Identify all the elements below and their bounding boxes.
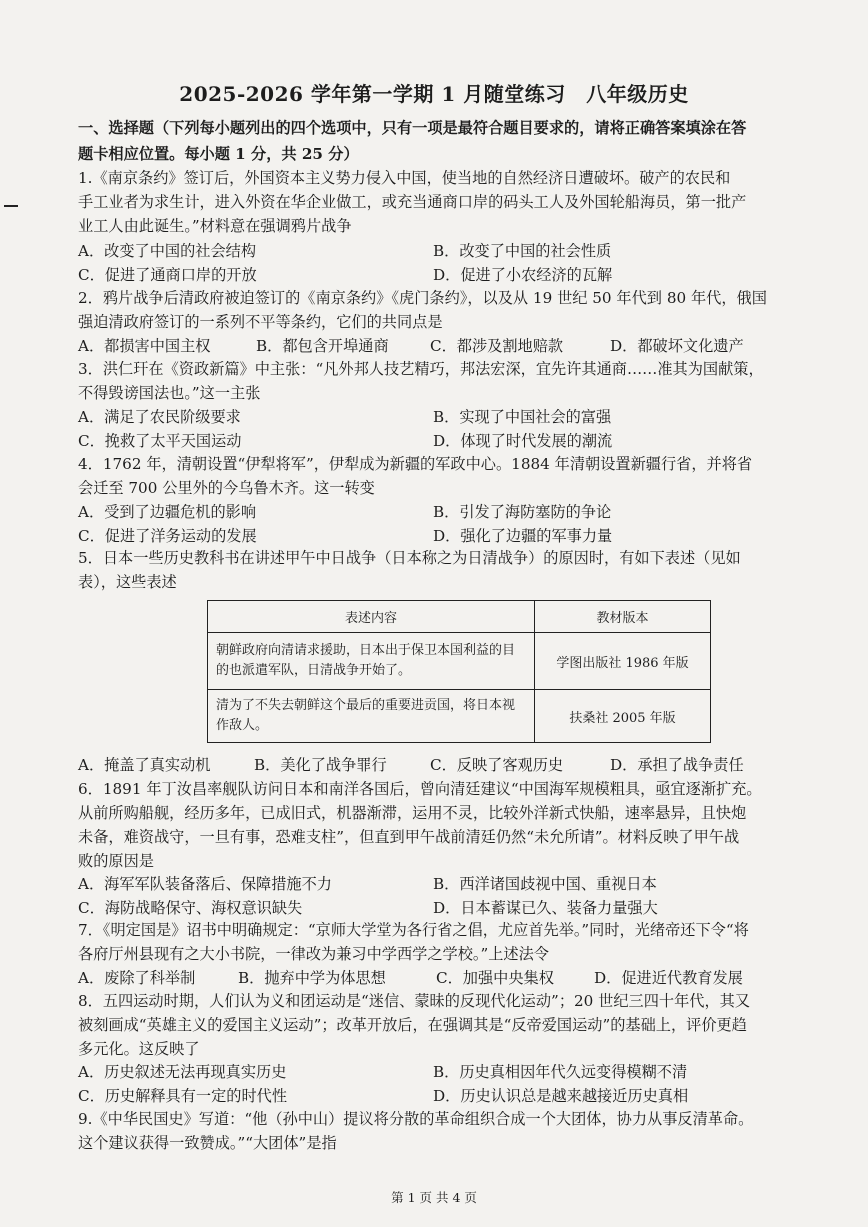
- question-4-text: 4．1762 年，清朝设置“伊犁将军”，伊犁成为新疆的军政中心。1884 年清朝设置新疆行省，并将省: [78, 455, 753, 473]
- option-c: C．促进了洋务运动的发展: [78, 527, 257, 545]
- question-6-text: 败的原因是: [78, 852, 154, 870]
- option-a: A．掩盖了真实动机: [78, 756, 211, 774]
- option-d: D．都破坏文化遗产: [610, 337, 744, 355]
- question-1-text: 1.《南京条约》签订后，外国资本主义势力侵入中国，使当地的自然经济日遭破坏。破产的农民和: [78, 169, 731, 187]
- option-a: A．历史叙述无法再现真实历史: [78, 1063, 287, 1081]
- section-heading: 一、选择题（下列每小题列出的四个选项中，只有一项是最符合题目要求的，请将正确答案填涂在答: [78, 119, 747, 137]
- page-footer: 第 1 页 共 4 页: [391, 1190, 477, 1205]
- question-8-text: 8．五四运动时期，人们认为义和团运动是“迷信、蒙昧的反现代化运动”；20 世纪三四十年代，其又: [78, 992, 751, 1010]
- textbook-table: [207, 600, 711, 743]
- question-5-text: 表），这些表述: [78, 573, 177, 591]
- table-row: [208, 633, 711, 690]
- section-heading-cont: 题卡相应位置。每小题 1 分，共 25 分）: [78, 145, 359, 163]
- table-cell: 朝鲜政府向清请求援助，日本出于保卫本国利益的目的也派遣军队，日清战争开始了。: [208, 633, 535, 690]
- question-3-text: 3．洪仁玕在《资政新篇》中主张：“凡外邦人技艺精巧，邦法宏深，宜先许其通商……准其为国献策，: [78, 360, 764, 378]
- option-b: B．抛弃中学为体思想: [238, 969, 386, 987]
- question-7-text: 各府厅州县现有之大小书院，一律改为兼习中学西学之学校。”上述法令: [78, 945, 549, 963]
- option-c: C．反映了客观历史: [430, 756, 564, 774]
- page-title: 2025-2026 学年第一学期 1 月随堂练习 八年级历史: [179, 82, 689, 106]
- question-6-text: 6．1891 年丁汝昌率舰队访问日本和南洋各国后，曾向清廷建议“中国海军规模粗具，亟宜逐渐扩充。: [78, 780, 762, 798]
- option-c: C．加强中央集权: [436, 969, 554, 987]
- question-9-text: 这个建议获得一致赞成。”“大团体”是指: [78, 1134, 337, 1152]
- question-2-text: 2．鸦片战争后清政府被迫签订的《南京条约》《虎门条约》，以及从 19 世纪 50 年代到 80 年代，俄国: [78, 289, 767, 307]
- option-c: C．都涉及割地赔款: [430, 337, 564, 355]
- option-a: A．都损害中国主权: [78, 337, 211, 355]
- option-b: B．引发了海防塞防的争论: [433, 503, 612, 521]
- question-8-text: 被刻画成“英雄主义的爱国主义运动”；改革开放后，在强调其是“反帝爱国运动”的基础上，评价更趋: [78, 1016, 747, 1034]
- table-row: [208, 690, 711, 743]
- option-a: A．受到了边疆危机的影响: [78, 503, 257, 521]
- option-d: D．日本蓄谋已久、装备力量强大: [433, 899, 658, 917]
- table-header: 教材版本: [535, 601, 711, 633]
- question-7-text: 7．《明定国是》诏书中明确规定：“京师大学堂为各行省之倡，尤应首先举。”同时，光绪帝还下令“将: [78, 921, 749, 939]
- question-1-text: 手工业者为求生计，进入外资在华企业做工，或充当通商口岸的码头工人及外国轮船海员，第一批产: [78, 193, 747, 211]
- option-a: A．海军军队装备落后、保障措施不力: [78, 875, 332, 893]
- option-b: B．美化了战争罪行: [254, 756, 387, 774]
- table-cell: 清为了不失去朝鲜这个最后的重要进贡国，将日本视作敌人。: [208, 690, 535, 743]
- question-2-text: 强迫清政府签订的一系列不平等条约，它们的共同点是: [78, 313, 443, 331]
- option-d: D．体现了时代发展的潮流: [433, 432, 613, 450]
- option-a: A．满足了农民阶级要求: [78, 408, 241, 426]
- table-header-row: [208, 601, 711, 633]
- option-b: B．历史真相因年代久远变得模糊不清: [433, 1063, 688, 1081]
- option-b: B．改变了中国的社会性质: [433, 242, 612, 260]
- table-header: 表述内容: [208, 601, 535, 633]
- option-c: C．挽救了太平天国运动: [78, 432, 242, 450]
- option-d: D．促进了小农经济的瓦解: [433, 266, 613, 284]
- question-4-text: 会迁至 700 公里外的今乌鲁木齐。这一转变: [78, 479, 375, 497]
- table-cell: 学图出版社 1986 年版: [535, 633, 711, 690]
- question-9-text: 9.《中华民国史》写道：“他（孙中山）提议将分散的革命组织合成一个大团体，协力从事反清革命。: [78, 1110, 754, 1128]
- option-d: D．促进近代教育发展: [594, 969, 743, 987]
- option-d: D．历史认识总是越来越接近历史真相: [433, 1087, 689, 1105]
- option-a: A．改变了中国的社会结构: [78, 242, 257, 260]
- option-b: B．都包含开埠通商: [256, 337, 389, 355]
- question-3-text: 不得毁谤国法也。”这一主张: [78, 384, 261, 402]
- question-8-text: 多元化。这反映了: [78, 1040, 200, 1058]
- question-5-text: 5．日本一些历史教科书在讲述甲午中日战争（日本称之为日清战争）的原因时，有如下表述（见如: [78, 549, 741, 567]
- table-cell: 扶桑社 2005 年版: [535, 690, 711, 743]
- question-1-text: 业工人由此诞生。”材料意在强调鸦片战争: [78, 217, 352, 235]
- question-6-text: 从前所购船舰，经历多年，已成旧式，机器渐滞，运用不灵，比较外洋新式快船，速率悬异，且快炮: [78, 804, 747, 822]
- option-d: D．强化了边疆的军事力量: [433, 527, 613, 545]
- option-c: C．历史解释具有一定的时代性: [78, 1087, 288, 1105]
- option-b: B．西洋诸国歧视中国、重视日本: [433, 875, 657, 893]
- margin-mark: [4, 205, 18, 207]
- option-b: B．实现了中国社会的富强: [433, 408, 612, 426]
- option-c: C．促进了通商口岸的开放: [78, 266, 257, 284]
- option-a: A．废除了科举制: [78, 969, 196, 987]
- question-6-text: 未备，难资战守，一旦有事，恐难支柱”，但直到甲午战前清廷仍然“未允所请”。材料反映了甲午战: [78, 828, 740, 846]
- option-c: C．海防战略保守、海权意识缺失: [78, 899, 303, 917]
- option-d: D．承担了战争责任: [610, 756, 744, 774]
